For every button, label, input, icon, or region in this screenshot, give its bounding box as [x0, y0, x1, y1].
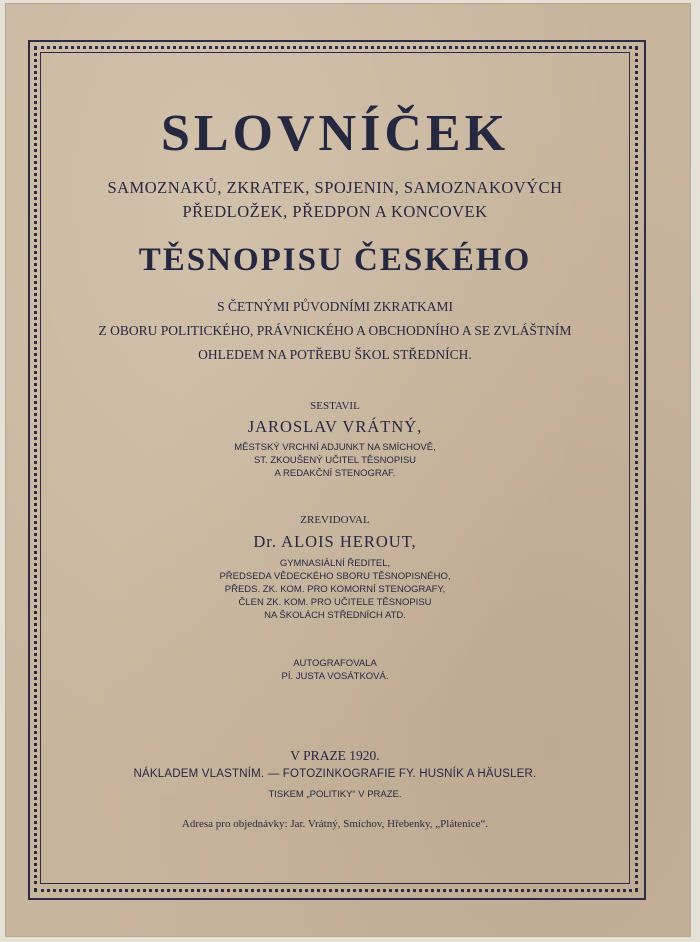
- author-title-line-2: ST. ZKOUŠENÝ UČITEL TĚSNOPISU: [253, 455, 417, 466]
- book-title-secondary: TĚSNOPISU ČESKÉHO: [138, 242, 532, 278]
- subtitle-line-2: PŘEDLOŽEK, PŘEDPON A KONCOVEK: [182, 202, 488, 221]
- revised-label: ZREVIDOVAL: [300, 514, 370, 526]
- author-title-line-1: MĚSTSKÝ VRCHNÍ ADJUNKT NA SMÍCHOVĚ,: [234, 442, 436, 453]
- description-line-1: S ČETNÝMI PŮVODNÍMI ZKRATKAMI: [217, 299, 453, 314]
- author-name: JAROSLAV VRÁTNÝ,: [247, 417, 423, 436]
- reviser-title-line-1: GYMNASIÁLNÍ ŘEDITEL,: [279, 558, 391, 569]
- place-year: V PRAZE 1920.: [290, 748, 380, 763]
- subtitle-line-1: SAMOZNAKŮ, ZKRATEK, SPOJENIN, SAMOZNAKOVÝCH: [107, 178, 563, 197]
- printer-line: TISKEM „POLITIKY“ V PRAZE.: [268, 789, 402, 800]
- reviser-title-line-5: NA ŠKOLÁCH STŘEDNÍCH ATD.: [264, 610, 406, 621]
- reviser-title-line-2: PŘEDSEDA VĚDECKÉHO SBORU TĚSNOPISNÉHO,: [219, 571, 451, 582]
- description-line-3: OHLEDEM NA POTŘEBU ŠKOL STŘEDNÍCH.: [198, 347, 472, 362]
- book-title: SLOVNÍČEK: [160, 105, 510, 162]
- author-title-line-3: A REDAKČNÍ STENOGRAF.: [274, 468, 396, 479]
- reviser-title-line-3: PŘEDS. ZK. KOM. PRO KOMORNÍ STENOGRAFY,: [224, 584, 446, 595]
- autograph-name: PÍ. JUSTA VOSÁTKOVÁ.: [281, 671, 389, 682]
- cover-text: [40, 52, 630, 884]
- reviser-name: Dr. ALOIS HEROUT,: [253, 532, 417, 551]
- order-address: Adresa pro objednávky: Jar. Vrátný, Smíchov, Hřebenky, „Plátenice“.: [181, 818, 489, 830]
- reviser-title-line-4: ČLEN ZK. KOM. PRO UČITELE TĚSNOPISU: [238, 597, 432, 608]
- description-line-2: Z OBORU POLITICKÉHO, PRÁVNICKÉHO A OBCHODNÍHO A SE ZVLÁŠTNÍM: [98, 323, 572, 338]
- compiled-label: SESTAVIL: [310, 400, 360, 412]
- publisher-line: NÁKLADEM VLASTNÍM. — FOTOZINKOGRAFIE FY. HUSNÍK A HÄUSLER.: [133, 768, 537, 780]
- autograph-label: AUTOGRAFOVALA: [293, 658, 377, 669]
